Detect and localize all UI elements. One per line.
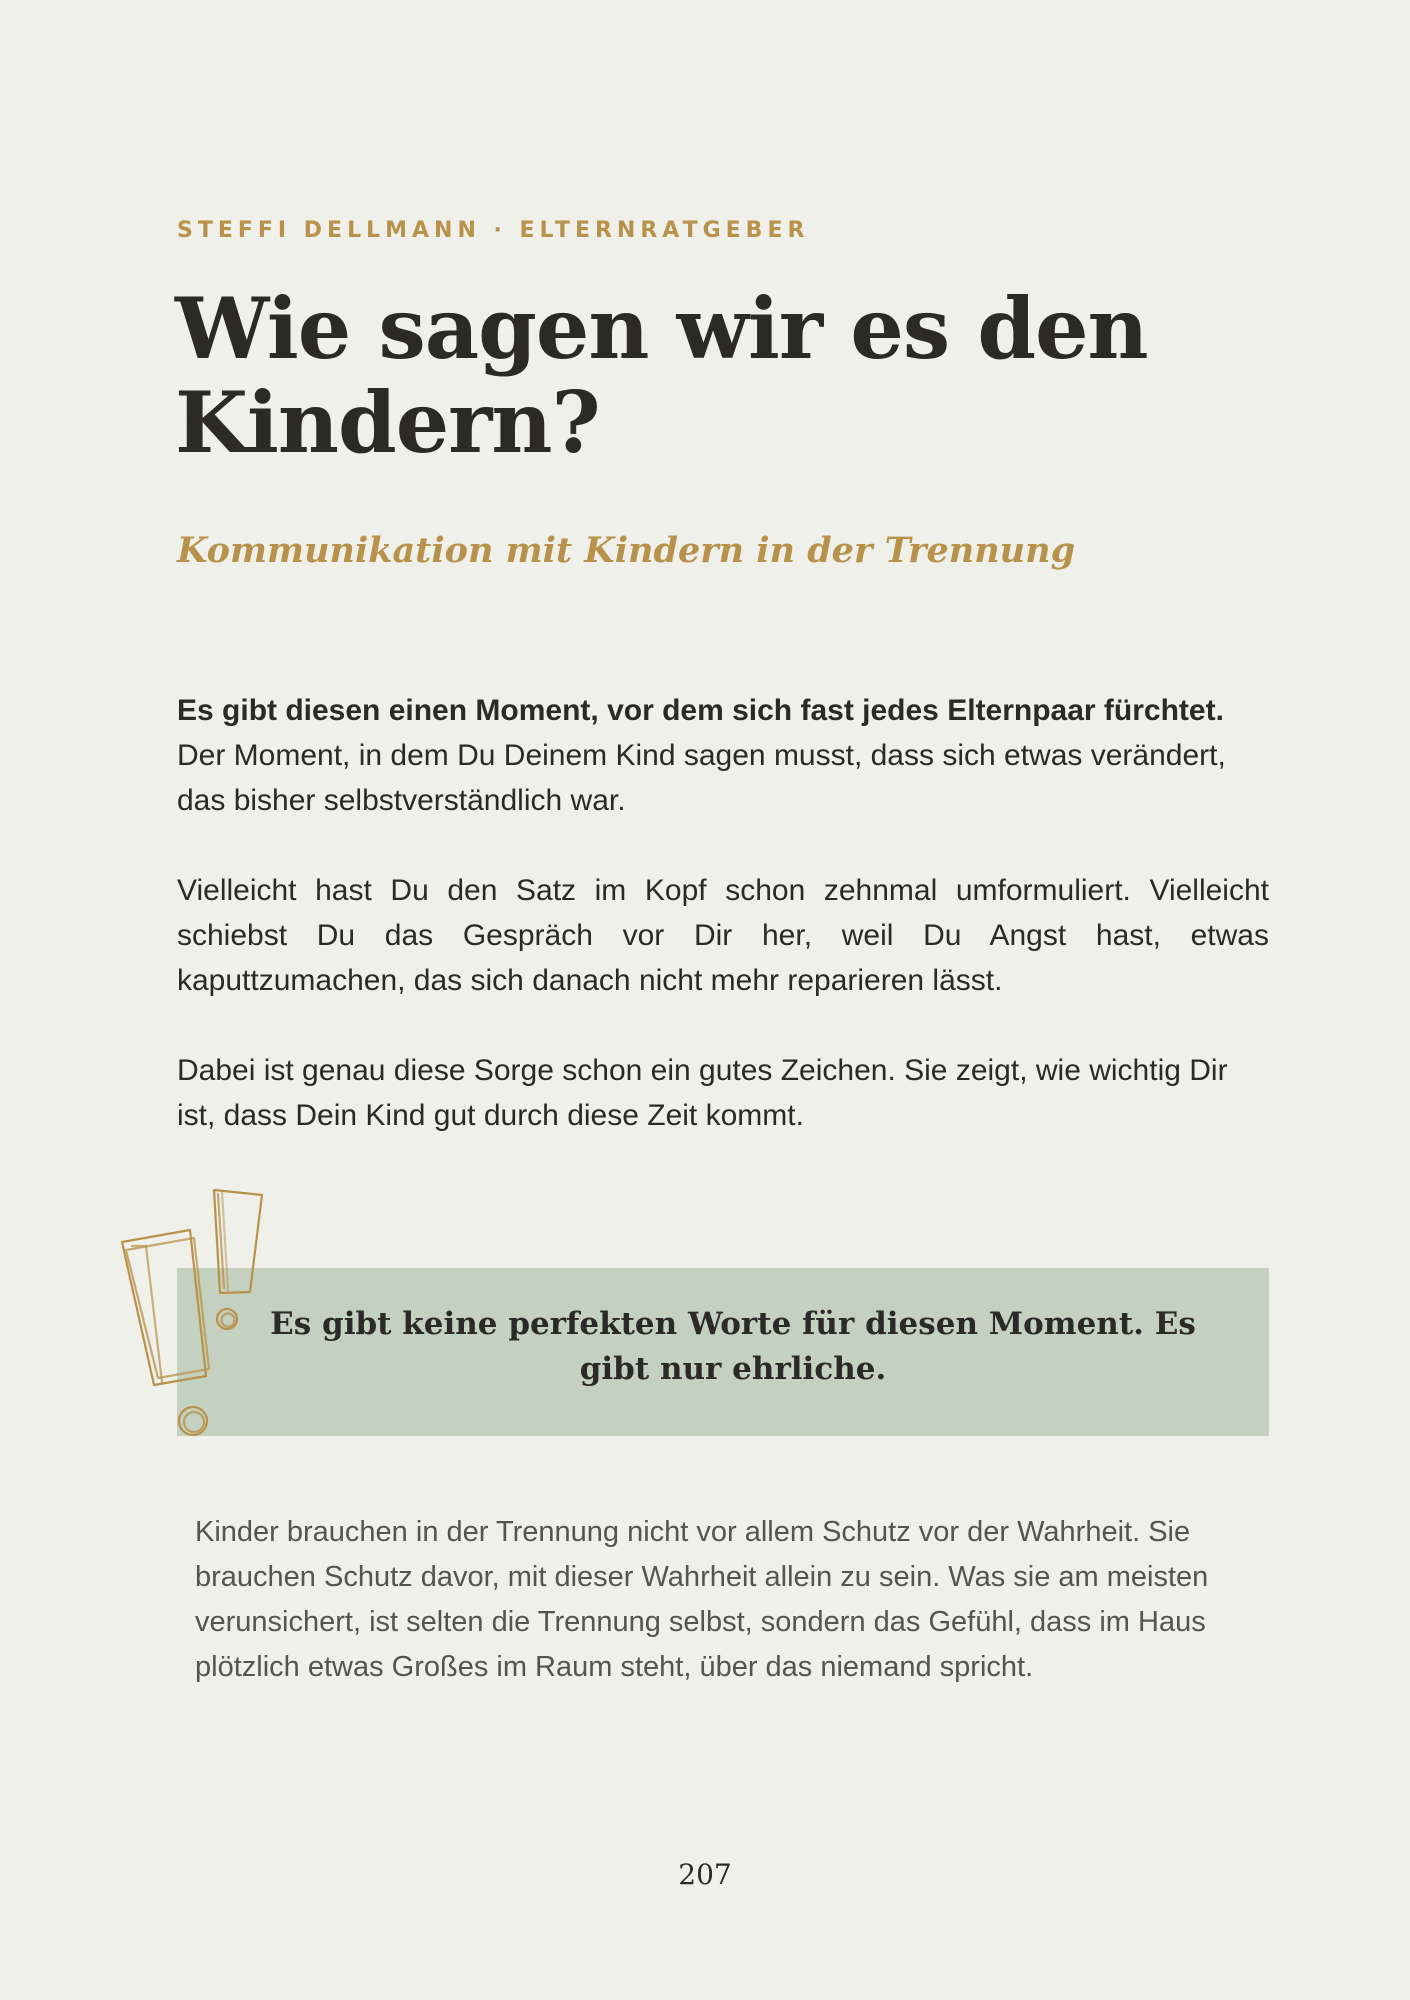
page-subtitle: Kommunikation mit Kindern in der Trennung (177, 530, 1076, 571)
paragraph-text: Der Moment, in dem Du Deinem Kind sagen musst, dass sich etwas verändert, das bisher selbstverständlich war. (177, 739, 1226, 817)
body-paragraph-1 (177, 688, 1269, 823)
body-paragraph-3: Dabei ist genau diese Sorge schon ein gutes Zeichen. Sie zeigt, wie wichtig Dir ist, dass Dein Kind gut durch diese Zeit kommt. (177, 1054, 1228, 1132)
exclamation-marks-icon (110, 1180, 280, 1440)
page-number: 207 (678, 1858, 732, 1891)
quote-paragraph: Kinder brauchen in der Trennung nicht vor allem Schutz vor der Wahrheit. Sie brauchen Schutz davor, mit dieser Wahrheit allein zu sein. Was sie am meisten verunsichert, ist selten die Trennung selbst, sondern das Gefühl, dass im Haus plötzlich etwas Großes im Raum steht, über das niemand spricht. (195, 1516, 1209, 1683)
body-paragraph-2: Vielleicht hast Du den Satz im Kopf schon zehnmal umformuliert. Vielleicht schiebst Du das Gespräch vor Dir her, weil Du Angst hast, etwas kaputtzumachen, das sich danach nicht mehr reparieren lässt. (177, 874, 1269, 997)
author-kicker: STEFFI DELLMANN · ELTERNRATGEBER (177, 218, 810, 243)
callout-box (177, 1268, 1269, 1436)
callout-text: Es gibt keine perfekten Worte für diesen Moment. Es gibt nur ehrliche. (270, 1306, 1196, 1387)
lead-sentence: Es gibt diesen einen Moment, vor dem sich fast jedes Elternpaar fürchtet. (177, 694, 1224, 727)
page-title: Wie sagen wir es den Kindern? (175, 279, 1148, 472)
